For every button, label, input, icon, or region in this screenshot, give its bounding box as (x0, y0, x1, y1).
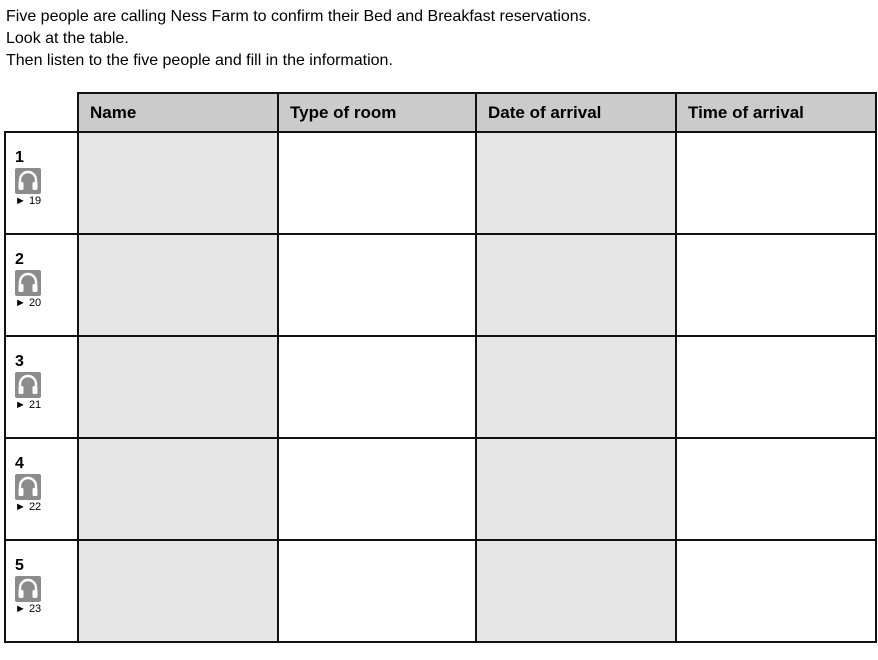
audio-track-label: ► 19 (15, 195, 42, 207)
row-label (5, 132, 78, 234)
row-number: 2 (15, 251, 24, 268)
row-number: 1 (15, 149, 24, 166)
type-of-room-cell[interactable] (278, 336, 476, 438)
audio-track-label: ► 23 (15, 603, 42, 615)
instructions (6, 6, 591, 72)
table-row (5, 336, 876, 438)
table-header-row (5, 93, 876, 132)
audio-track-label: ► 20 (15, 297, 42, 309)
name-cell[interactable] (78, 438, 278, 540)
date-of-arrival-cell[interactable] (476, 132, 676, 234)
table-corner (5, 93, 78, 132)
row-label (5, 234, 78, 336)
table-row (5, 540, 876, 642)
type-of-room-cell[interactable] (278, 438, 476, 540)
headphones-icon[interactable] (15, 576, 41, 602)
date-of-arrival-cell[interactable] (476, 336, 676, 438)
date-of-arrival-cell[interactable] (476, 234, 676, 336)
type-of-room-cell[interactable] (278, 234, 476, 336)
row-label (5, 336, 78, 438)
type-of-room-cell[interactable] (278, 540, 476, 642)
audio-track-label: ► 21 (15, 399, 42, 411)
time-of-arrival-cell[interactable] (676, 336, 876, 438)
reservation-table (4, 92, 877, 643)
table-row (5, 234, 876, 336)
headphones-icon[interactable] (15, 168, 41, 194)
time-of-arrival-cell[interactable] (676, 438, 876, 540)
time-of-arrival-cell[interactable] (676, 132, 876, 234)
column-header-date-of-arrival: Date of arrival (476, 93, 676, 132)
date-of-arrival-cell[interactable] (476, 540, 676, 642)
instruction-line: Then listen to the five people and fill in the information. (6, 52, 393, 69)
column-header-time-of-arrival: Time of arrival (676, 93, 876, 132)
row-label (5, 540, 78, 642)
column-header-type-of-room: Type of room (278, 93, 476, 132)
table-row (5, 438, 876, 540)
time-of-arrival-cell[interactable] (676, 540, 876, 642)
row-number: 4 (15, 455, 24, 472)
row-number: 3 (15, 353, 24, 370)
row-number: 5 (15, 557, 24, 574)
time-of-arrival-cell[interactable] (676, 234, 876, 336)
name-cell[interactable] (78, 540, 278, 642)
row-label (5, 438, 78, 540)
headphones-icon[interactable] (15, 372, 41, 398)
instruction-line: Look at the table. (6, 30, 129, 47)
audio-track-label: ► 22 (15, 501, 42, 513)
name-cell[interactable] (78, 132, 278, 234)
headphones-icon[interactable] (15, 474, 41, 500)
column-header-name: Name (78, 93, 278, 132)
date-of-arrival-cell[interactable] (476, 438, 676, 540)
table-row (5, 132, 876, 234)
headphones-icon[interactable] (15, 270, 41, 296)
name-cell[interactable] (78, 336, 278, 438)
instruction-line: Five people are calling Ness Farm to confirm their Bed and Breakfast reservations. (6, 8, 592, 25)
type-of-room-cell[interactable] (278, 132, 476, 234)
name-cell[interactable] (78, 234, 278, 336)
